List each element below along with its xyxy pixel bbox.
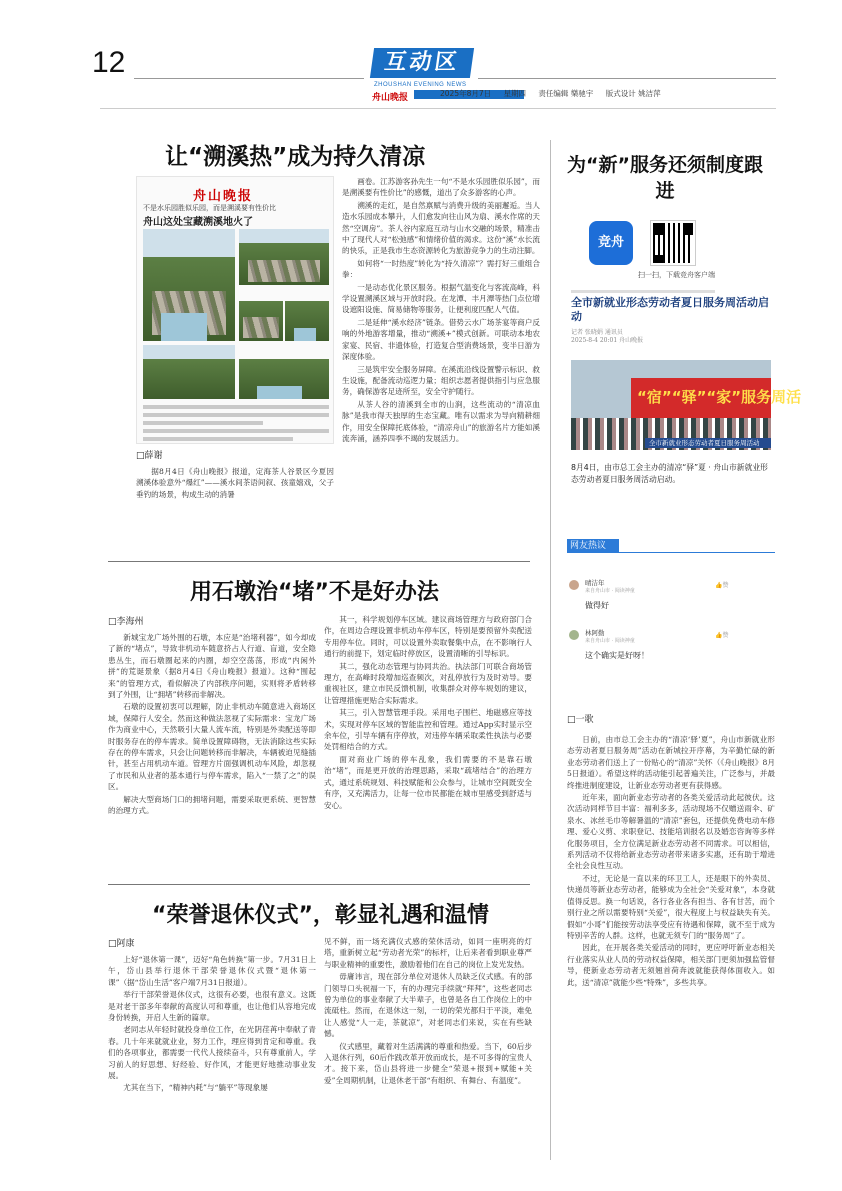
app-news-desc: 8月4日，由市总工会主办的清凉“驿”夏 · 舟山市新就业形态劳动者夏日服务周活动启动。 [571,463,768,484]
editor: 责任编辑 樂驰宇 [538,89,594,98]
page-number: 12 [92,46,126,79]
article1-para: 画卷。江苏游客孙先生一句“不是水乐园胜似乐园”，而是溯溪要有性价比”的感慨，道出了众多游客的心声。 [342,177,540,198]
article1-title: 让“溯溪热”成为持久清凉 [165,144,426,170]
comment-source: 来自舟山市 · 阅读神童 [585,638,635,644]
sidebar-author: □一歌 [567,715,594,725]
thumb-up-icon: 👍 [715,632,723,639]
comment-user: 晴洁年 [585,579,605,587]
hot-discussion-rule [567,552,775,553]
sidebar-bar [571,290,715,293]
article1-col-right [342,176,540,445]
article3-para: 毋庸讳言，现在部分单位对退休人员缺乏仪式感。有的部门领导口头祝福一下，有的办理完手续就“拜拜”，这些老同志曾为单位的事业奉献了大半辈子，也曾是各自工作岗位上的中流砥柱。然而，在退休这一刻，一切的荣光都归于平淡，难免让人感觉“人一走，茶就凉”，对老同志们来说，实在有些缺憾。 [324,972,532,1039]
sidebar-para: 近年来，面向新业态劳动者的各类关爱活动此起彼伏。这次活动同样节目丰富：福利多多，活动现场不仅赠送雨伞、矿泉水、冰丝毛巾等解暑温的“清凉”套包，还提供免费电动车修理、爱心义剪、求职登记、技能培训报名以及婚恋咨询等多样化服务项目，全方位满足新业态劳动者不同需求。可以相信，系列活动不仅将给新业态劳动者带来诸多实惠，还有助于增进全社会良性互动。 [567,793,775,871]
header-rule-left [134,78,364,79]
issue-date: 2025年8月7日 [440,89,492,98]
article3-para: 上好“退休第一课”，迈好“角色转换”第一步。7月31日上午，岱山县举行退休干部荣誉退休仪式暨“退休第一课”（据“岱山生活”客户端7月31日报道）。 [108,955,316,987]
like-button[interactable] [715,580,729,589]
sidebar-col [567,734,775,989]
header-bottom-rule [100,108,776,109]
article2-para: 面对商业广场的停车乱象，我们需要的不是靠石墩治“堵”，而是更开放的治理思路，采取“疏堵结合”的治理方式，通过系统规划、科技赋能和公众参与，让城市空间既安全有序，又充满活力，让每一位市民都能在城市里感受到舒适与安心。 [324,754,532,810]
article3-col-right [324,936,532,1087]
article1-para: 三是筑牢安全服务屏障。在溪流沿线设置警示标识、救生设施，配备流动巡逻力量；组织志愿者提供指引与应急服务，确保游客足迹所至，安全守护随行。 [342,364,540,397]
article2-col-left [108,632,316,818]
comment-user: 林阿勤 [585,629,605,637]
sidebar-para: 不过，无论是一直以来的环卫工人，还是眼下的外卖员、快递员等新业态劳动者，能够成为全社会“关爱对象”，本身就值得反思。换一句话说，各行各业各有担当、各有甘苦，而个别行业之所以需要特别“关爱”，很大程度上与权益缺失有关。假如“小哥”们能按劳动法享受应有待遇和保障，就不至于成为特别辛苦的人群。这样，也就无须专门的“服务周”了。 [567,873,775,940]
sidebar-para: 日前，由市总工会主办的“清凉‘驿’夏”，舟山市新就业形态劳动者夏日服务周”活动在新城拉开序幕，为辛勤忙碌的新业态劳动者们送上了一份贴心的“清凉”关怀（《舟山晚报》8月5日报道）。希望这样的活动能引起普遍关注，广泛参与，并最终推进制度建设，让新业态劳动者更有获得感。 [567,735,775,790]
article3-title: “荣誉退休仪式”，彰显礼遇和温情 [152,903,489,928]
issue-meta [440,88,671,99]
clip-photo-pool [239,345,329,399]
article3-para: 老同志从年轻时就投身单位工作，在光阴荏苒中奉献了青春。几十年来就就业业，努力工作，理应得到肯定和尊重。我们的各项事业，都需要一代代人接续奋斗，只有尊重前人，学习前人的好思想、好经验、好作风，才能更好地推动事业发展。 [108,1025,316,1081]
comment-item [567,626,775,666]
app-news-title: 全市新就业形态劳动者夏日服务周活动启动 [571,296,769,323]
thumb-up-icon: 👍 [715,582,723,589]
sidebar-title: 为“新”服务还须制度跟进 [567,154,763,202]
avatar [569,580,579,590]
app-news-photo [571,360,802,450]
article1-para: 溯溪的走红，是自然禀赋与消费升级的美丽邂逅。当人造水乐园成本攀升，人们愈发向往山风为扇、溪水作席的天然“空调房”。茶人谷内家庭互动与山水交融的场景，精准击中了现代人对“松弛感”和情绪价值的渴求。这份“溪”水长流的快乐，正是我市生态资源转化为旅游竞争力的生动注脚。 [342,200,540,256]
article2-author: □李海州 [108,617,144,627]
article3-para: 举行干部荣誉退休仪式，这很有必要，也很有意义。这既是对老干部多年奉献的高度认可和尊重，也让他们从容地完成身份转换，开启人生新的篇章。 [108,990,316,1023]
comment-item [567,576,775,616]
like-button[interactable] [715,630,729,639]
clip-photo-trail [143,345,235,399]
sidebar-para: 因此，在开展各类关爱活动的同时，更应呼吁新业态相关行业落实从业人员的劳动权益保障，相关部门更须加强监管督导，使新业态劳动者无须翘首荷奔波就能获得体面收入。如此，送“清凉”就能少些“特殊”，多些共享。 [567,943,775,987]
article2-para: 其一，科学规划停车区域。建议商场管理方与政府部门合作，在周边合理设置非机动车停车区，特别是要预留外卖配送专用停车位。同时，可以设置外卖取餐集中点，在不影响行人通行的前提下，划定临时停放区，设置清晰的引导标识。 [324,615,532,659]
jingzhou-app-icon: 竞舟 [589,221,633,265]
article3-para: 见不鲜，而一场充满仪式感的荣休活动，如同一座明亮的灯塔，重新树立起“劳动者光荣”的标杆，让后来者看到职业尊严与职业精神的重要性，激励着他们在自己的岗位上发光发热。 [324,937,532,969]
issue-weekday: 星期四 [503,89,527,98]
hot-discussion-tag: 网友热议 [567,539,619,553]
clip-photo-people [285,287,329,341]
article2-title: 用石墩治“堵”不是好办法 [190,580,439,605]
article2-para: 石墩的设置初衷可以理解，防止非机动车随意进入商场区域，保障行人安全。然而这种做法忽视了实际需求：宝龙广场作为商业中心，天然吸引大量人流车流，特别是外卖配送等即时服务存在的停车需求。简单设置障碍物，无法消除这些实际存在的停车需求，只会让问题转移而非解决，车辆被迫见缝插针，甚至占用机动车道。管理方片面强调机动车风险，却忽视了市民和从业者的基本通行与停车需求，陷入“一禁了之”的误区。 [108,702,316,792]
article3-para: 尤其在当下，“精神内耗”与“躺平”等现象屡 [123,1083,268,1093]
clip-photo-canyon [239,229,329,285]
article1-news-clipping [136,176,334,444]
comment-source: 来自舟山市 · 阅读神童 [585,588,635,594]
article1-para: 从茶人谷的清溪到全市的山涧，这些流动的“清凉血脉”是我市得天独厚的生态宝藏。唯有以需求为导向精耕细作，用安全保障托底体验，“清凉舟山”的旅游名片方能如溪流奔涌，涵养四季不竭的发展活力。 [342,399,540,443]
avatar [569,630,579,640]
article3-para: 仪式感里，藏着对生活满满的尊重和热爱。当下，60后步入退休行列，60后作践改革开放而成长，是不可多得的宝贵人才。接下来，岱山县将进一步健全“荣退+报到+赋能+关爱”全周期机制，让退休老干部“有组织、有舞台、有温度”。 [324,1041,532,1085]
like-label: 赞 [722,582,729,589]
news-meta-reporter: 记者 张晓娟 通讯员 [571,329,623,336]
article3-author: □阿康 [108,939,135,949]
article2-para: 其三，引入智慧管理手段。采用电子围栏、地磁感应等技术，实现对停车区域的智能监控和管理。通过App实时显示空余车位，引导车辆有序停放，对违停车辆采取柔性执法与必要处罚相结合的方式。 [324,708,532,752]
designer: 版式设计 姚洁萍 [605,89,661,98]
comment-text: 做得好 [585,601,609,610]
section-logo-en: ZHOUSHAN EVENING NEWS [374,82,467,88]
photo-tent-text: “宿”“驿”“家”服务周活 [637,388,802,406]
article2-para: 其二，强化动态管理与协同共治。执法部门可联合商场管理方，在高峰时段增加巡查频次，对乱停放行为及时劝导。要重视社区，建立市民反馈机制，收集群众对停车规划的建议，让管理措施更贴合实际需求。 [324,661,532,705]
clip-masthead: 舟山晚报 [193,189,254,204]
clip-photo-stream [143,229,235,341]
divider-1 [108,561,530,562]
article1-col-left [136,466,334,501]
article2-para: 新城宝龙广场外围的石墩，本应是“治堵利器”，如今却成了新的“堵点”，导致非机动车随意挤占人行道、盲道，安全隐患丛生，而石墩圈起来的内圈，却空空荡荡，形成“内闲外拼”的荒诞景象（据8月4日《舟山晚报》报道）。这种“围起来”的管理方式，看似解决了内部秩序问题，实则将矛盾转移到了外围，让“拥堵”转移而非解决。 [108,633,316,700]
article1-author: □薛谢 [136,451,163,461]
clip-photo-rocks [239,287,283,341]
comment-text: 这个确实是好呀！ [585,651,649,660]
qr-code [651,221,695,265]
divider-2 [108,884,530,885]
column-divider [550,140,551,1160]
clip-headline: 舟山这处宝藏溯溪地火了 [143,217,253,228]
header-rule-right [478,78,776,79]
app-news-meta [571,329,643,345]
news-meta-time: 2025-8-4 20:01 舟山晚报 [571,337,644,344]
qr-note: 扫一扫，下载竞舟客户端 [638,271,715,279]
article2-para: 解决大型商场门口的拥堵问题，需要采取更系统、更智慧的治理方式。 [108,794,316,816]
section-logo: 互动区 [370,48,474,78]
clip-subhead: 不是水乐园胜似乐园，而是溯溪要有性价比 [143,204,276,212]
article1-para: 据8月4日《舟山晚报》报道，定海茶人谷景区今夏因溯溪体验意外“爆红”——溪水间茶语间叙、孩童嬉戏，父子垂钓的场景，构成生动的消暑 [136,467,334,499]
article1-para: 如何将“一时热度”转化为“持久清凉”？需打好三重组合拳： [342,258,540,280]
article1-para: 一是动态优化景区服务。根据气温变化与客流高峰，科学设置溯溪区域与开放时段。在龙潭、丰月潭等热门点位增设遮阳设施、简易储物等服务，让便利度匹配人气值。 [342,282,540,315]
article3-col-left [108,954,316,1095]
article2-col-right [324,614,532,812]
paper-name: 舟山晚报 [372,93,409,103]
article1-para: 二是延伸“溪水经济”链条。借势云水广场茶宴等商户反响的外地游客增量，推动“溯溪+”模式创新。可联动本地农家宴、民宿、非遗体验，打造复合型消费场景，变半日游为深度体验。 [342,317,540,362]
photo-caption: 全市新就业形态劳动者夏日服务周活动 [645,438,771,448]
like-label: 赞 [722,632,729,639]
